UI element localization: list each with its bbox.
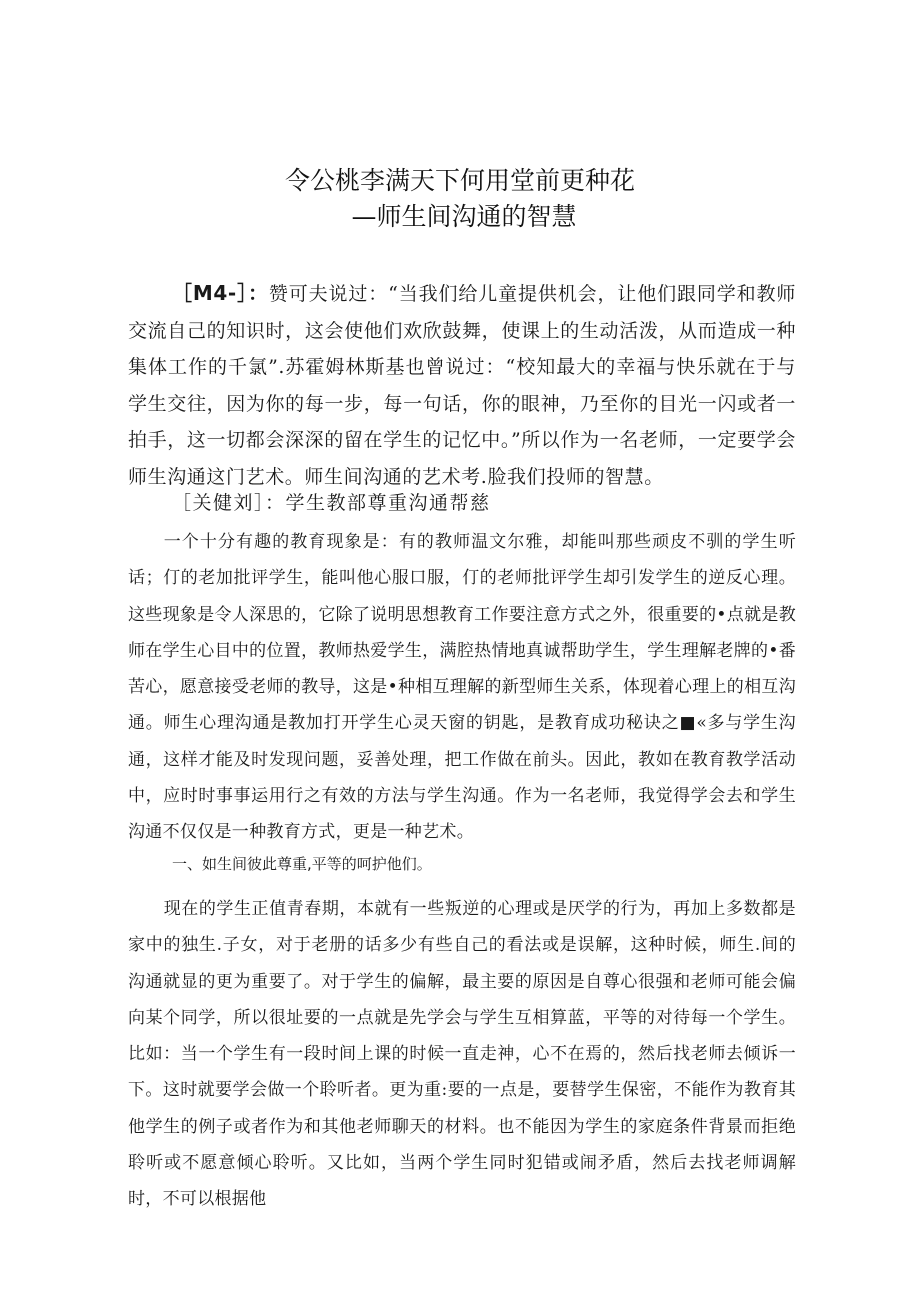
section-heading: 一、如生间彼此尊重,平等的呵护他们。	[172, 855, 432, 873]
paragraph-section1: 现在的学生正值青春期，本就有一些叛逆的心理或是厌学的行为，再加上多数都是家中的独生.子女，对于老册的话多少有些自己的看法或是误解，这种时候，师生.间的沟通就显的更为重要了。对于学生的偏解，最主要的原因是自尊心很强和老师可能会偏向某个同学，所以很址要的一点就是先学会与学生互相算蓝，平等的对待每一个学生。比如：当一个学生有一段时间上课的时候一直走神，心不在焉的，然后找老师去倾诉一下。这时就要学会做一个聆听者。更为重:要的一点是，要替学生保密，不能作为教育其他学生的例子或者作为和其他老师聊天的材料。也不能因为学生的家庭条件背景而拒绝聆听或不愿意倾心聆听。又比如，当两个学生同时犯错或闹矛盾，然后去找老师调解时，不可以根据他	[128, 899, 796, 1210]
abstract-tag: ［M4-］：	[172, 281, 269, 305]
paragraph-intro: 一个十分有趣的教育现象是：有的教师温文尔雅，却能叫那些顽皮不驯的学生听话；仃的老加批评学生，能叫他心服口服，仃的老师批评学生却引发学生的逆反心理。这些现象是令人深思的，它除了说明思想教育工作要注意方式之外，很重要的•点就是教师在学生心目中的位置，教师热爱学生，满腔热情地真诚帮助学生，学生理解老牌的•番苦心，愿意接受老师的教导，这是•种相互理解的新型师生关系，体现着心理上的相互沟通。师生心理沟通是教加打开学生心灵天窗的钥匙，是教育成功秘诀之■«多与学生沟通，这样才能及时发现问题，妥善处理，把工作做在前头。因此，教如在教育教学活动中，应时时事事运用行之有效的方法与学生沟通。作为一名老师，我觉得学会去和学生沟通不仅仅是一种教育方式，更是一种艺术。	[128, 532, 796, 843]
page-title: 令公桃李满天下何用堂前更种花	[284, 166, 635, 195]
page-subtitle: —师生间沟通的智慧	[351, 202, 577, 231]
keywords: ［关健刘］：学生教部尊重沟通帮慈	[172, 492, 491, 514]
title-block	[0, 163, 920, 235]
abstract-text: 赞可夫说过：“当我们给儿童提供机会，让他们跟同学和教师交流自己的知识时，这会使他们欢欣鼓舞，使课上的生动活泼，从而造成一种集体工作的千氯”.苏霍姆林斯基也曾说过：“校知最大的幸福与快乐就在于与学生交往，因为你的每一步，每一句话，你的眼神，乃至你的目光一闪或者一拍手，这一切都会深深的留在学生的记忆中。”所以作为一名老师，一定要学会师生沟通这门艺术。师生间沟通的艺术考.脸我们投师的智慧。	[128, 283, 796, 488]
abstract	[128, 275, 796, 495]
